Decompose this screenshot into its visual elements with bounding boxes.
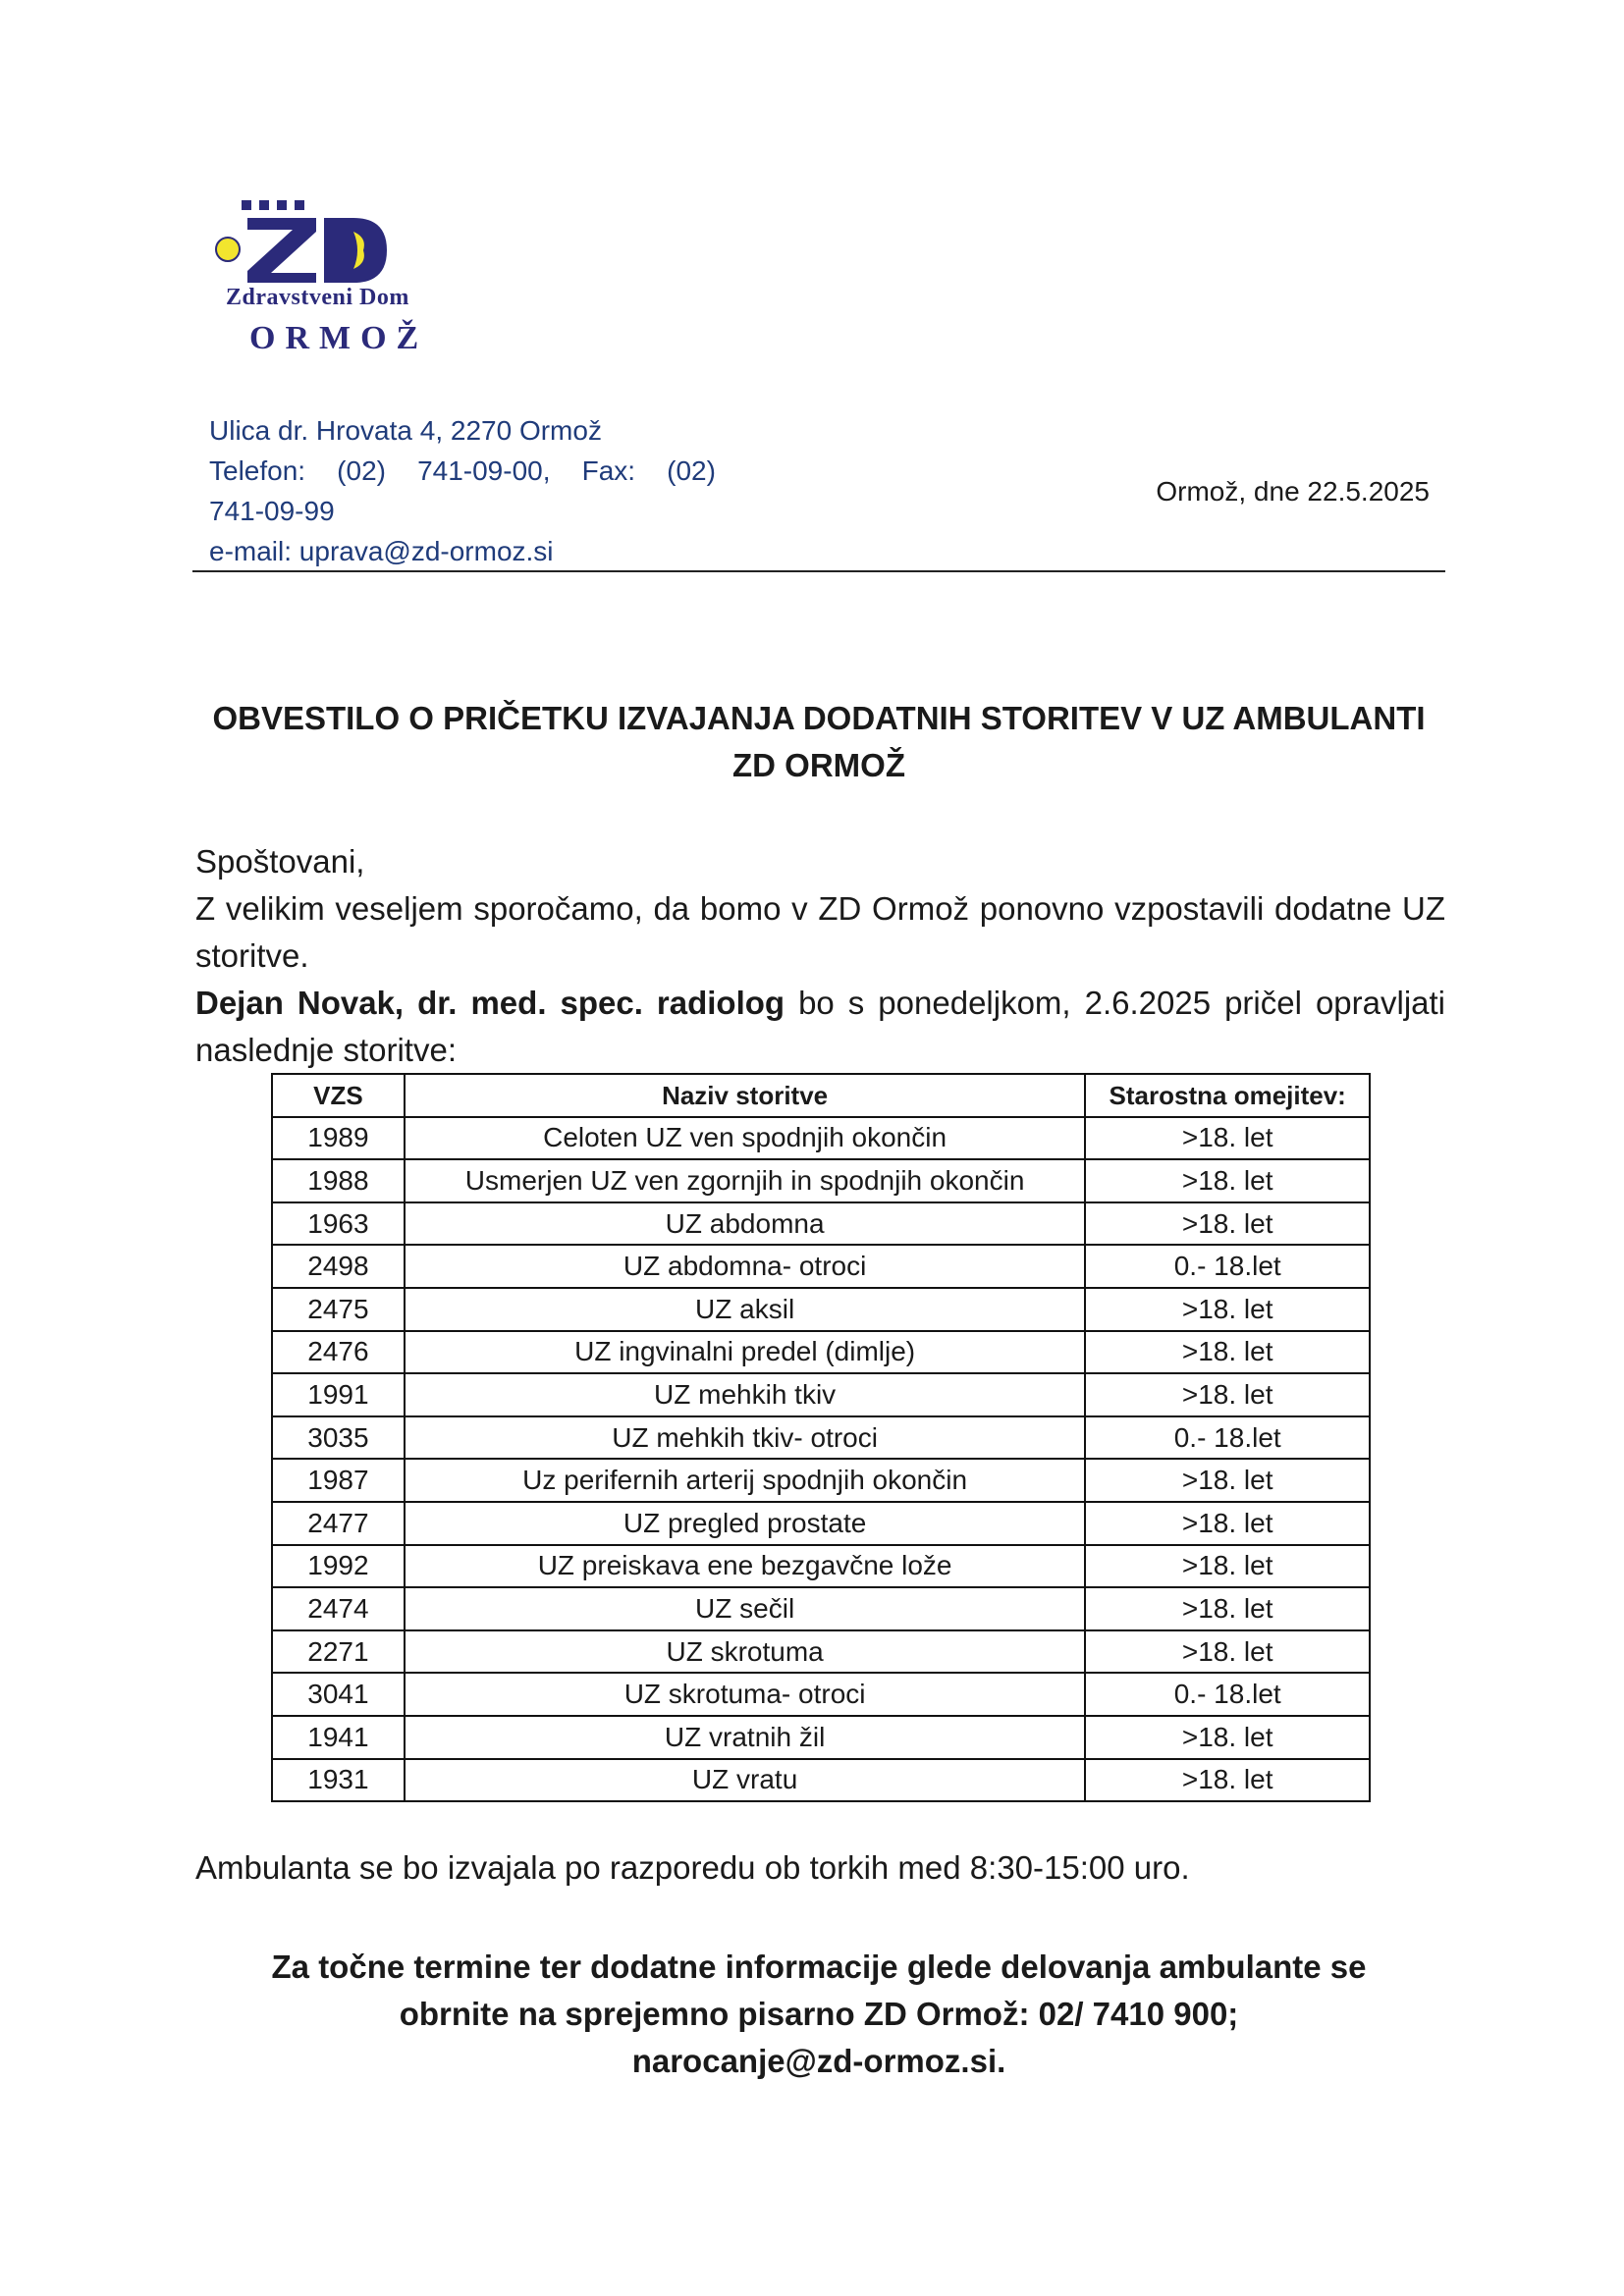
vzs-cell: 2475 — [272, 1288, 405, 1331]
services-table — [271, 1073, 1371, 1802]
age-limit-cell: >18. let — [1085, 1716, 1370, 1759]
fax-number: 741-09-99 — [209, 496, 335, 526]
vzs-cell: 1987 — [272, 1459, 405, 1502]
email-address[interactable]: e-mail: uprava@zd-ormoz.si — [209, 536, 554, 566]
fax-area-code: (02) — [667, 455, 716, 486]
zd-ormoz-logo — [206, 192, 429, 379]
table-row — [272, 1373, 1370, 1416]
table-header-row — [272, 1074, 1370, 1117]
column-header-age-limit: Starostna omejitev: — [1085, 1074, 1370, 1117]
age-limit-cell: >18. let — [1085, 1545, 1370, 1588]
document-title — [192, 695, 1445, 789]
intro-paragraph: Z velikim veseljem sporočamo, da bomo v ZD Ormož ponovno vzpostavili dodatne UZ storitve. — [195, 890, 1445, 974]
age-limit-cell: >18. let — [1085, 1202, 1370, 1246]
doctor-name: Dejan Novak, dr. med. spec. radiolog — [195, 985, 785, 1021]
table-row — [272, 1630, 1370, 1674]
vzs-cell: 2476 — [272, 1331, 405, 1374]
vzs-cell: 1941 — [272, 1716, 405, 1759]
table-row — [272, 1331, 1370, 1374]
title-line-2: ZD ORMOŽ — [732, 747, 905, 783]
service-name-cell: UZ mehkih tkiv — [405, 1373, 1086, 1416]
table-row — [272, 1673, 1370, 1716]
column-header-service-name: Naziv storitve — [405, 1074, 1086, 1117]
table-row — [272, 1202, 1370, 1246]
address-block — [209, 410, 720, 571]
vzs-cell: 2474 — [272, 1587, 405, 1630]
vzs-cell: 2477 — [272, 1502, 405, 1545]
vzs-cell: 1931 — [272, 1759, 405, 1802]
doctor-paragraph-rest: bo s ponedeljkom, 2.6.2025 pričel opravljati naslednje storitve: — [195, 985, 1446, 1068]
document-date: Ormož, dne 22.5.2025 — [1156, 476, 1430, 507]
vzs-cell: 2498 — [272, 1245, 405, 1288]
contact-line-2: obrnite na sprejemno pisarno ZD Ormož: 02/ 7410 900; — [399, 1996, 1239, 2032]
service-name-cell: UZ vratu — [405, 1759, 1086, 1802]
age-limit-cell: 0.- 18.let — [1085, 1416, 1370, 1460]
table-row — [272, 1587, 1370, 1630]
service-name-cell: UZ pregled prostate — [405, 1502, 1086, 1545]
table-row — [272, 1416, 1370, 1460]
greeting: Spoštovani, — [195, 843, 365, 880]
table-row — [272, 1245, 1370, 1288]
service-name-cell: Celoten UZ ven spodnjih okončin — [405, 1117, 1086, 1160]
column-header-vzs: VZS — [272, 1074, 405, 1117]
service-name-cell: UZ skrotuma- otroci — [405, 1673, 1086, 1716]
service-name-cell: UZ sečil — [405, 1587, 1086, 1630]
fax-label: Fax: — [581, 455, 636, 486]
age-limit-cell: >18. let — [1085, 1459, 1370, 1502]
vzs-cell: 3035 — [272, 1416, 405, 1460]
phone-number: 741-09-00, — [417, 455, 551, 486]
zd-emblem-icon — [206, 192, 422, 286]
contact-email[interactable]: narocanje@zd-ormoz.si. — [631, 2043, 1006, 2079]
service-name-cell: UZ aksil — [405, 1288, 1086, 1331]
vzs-cell: 1963 — [272, 1202, 405, 1246]
table-row — [272, 1502, 1370, 1545]
age-limit-cell: >18. let — [1085, 1331, 1370, 1374]
table-row — [272, 1545, 1370, 1588]
vzs-cell: 1989 — [272, 1117, 405, 1160]
vzs-cell: 1988 — [272, 1159, 405, 1202]
service-name-cell: UZ abdomna — [405, 1202, 1086, 1246]
contact-note — [192, 1944, 1445, 2085]
service-name-cell: UZ skrotuma — [405, 1630, 1086, 1674]
age-limit-cell: >18. let — [1085, 1373, 1370, 1416]
logo-line-ormoz: ORMOŽ — [249, 320, 429, 356]
table-row — [272, 1117, 1370, 1160]
schedule-note: Ambulanta se bo izvajala po razporedu ob torkih med 8:30-15:00 uro. — [195, 1849, 1190, 1886]
table-row — [272, 1759, 1370, 1802]
logo-line-zdravstveni-dom: Zdravstveni Dom — [226, 285, 409, 310]
vzs-cell: 1992 — [272, 1545, 405, 1588]
age-limit-cell: >18. let — [1085, 1759, 1370, 1802]
service-name-cell: UZ ingvinalni predel (dimlje) — [405, 1331, 1086, 1374]
age-limit-cell: 0.- 18.let — [1085, 1245, 1370, 1288]
age-limit-cell: >18. let — [1085, 1587, 1370, 1630]
table-row — [272, 1159, 1370, 1202]
service-name-cell: UZ vratnih žil — [405, 1716, 1086, 1759]
table-row — [272, 1288, 1370, 1331]
header-divider — [192, 570, 1445, 572]
service-name-cell: Uz perifernih arterij spodnjih okončin — [405, 1459, 1086, 1502]
phone-label: Telefon: — [209, 455, 306, 486]
service-name-cell: UZ abdomna- otroci — [405, 1245, 1086, 1288]
phone-area-code: (02) — [337, 455, 386, 486]
contact-line-1: Za točne termine ter dodatne informacije glede delovanja ambulante se — [271, 1949, 1367, 1985]
age-limit-cell: >18. let — [1085, 1630, 1370, 1674]
age-limit-cell: >18. let — [1085, 1117, 1370, 1160]
age-limit-cell: 0.- 18.let — [1085, 1673, 1370, 1716]
letter-body — [195, 838, 1445, 1074]
age-limit-cell: >18. let — [1085, 1159, 1370, 1202]
vzs-cell: 2271 — [272, 1630, 405, 1674]
service-name-cell: UZ preiskava ene bezgavčne lože — [405, 1545, 1086, 1588]
table-row — [272, 1716, 1370, 1759]
service-name-cell: UZ mehkih tkiv- otroci — [405, 1416, 1086, 1460]
doctor-paragraph — [195, 980, 1445, 1074]
street-address: Ulica dr. Hrovata 4, 2270 Ormož — [209, 415, 602, 446]
phone-fax-line — [209, 451, 716, 491]
service-name-cell: Usmerjen UZ ven zgornjih in spodnjih okončin — [405, 1159, 1086, 1202]
age-limit-cell: >18. let — [1085, 1502, 1370, 1545]
table-row — [272, 1459, 1370, 1502]
title-line-1: OBVESTILO O PRIČETKU IZVAJANJA DODATNIH STORITEV V UZ AMBULANTI — [212, 700, 1426, 736]
age-limit-cell: >18. let — [1085, 1288, 1370, 1331]
vzs-cell: 1991 — [272, 1373, 405, 1416]
vzs-cell: 3041 — [272, 1673, 405, 1716]
